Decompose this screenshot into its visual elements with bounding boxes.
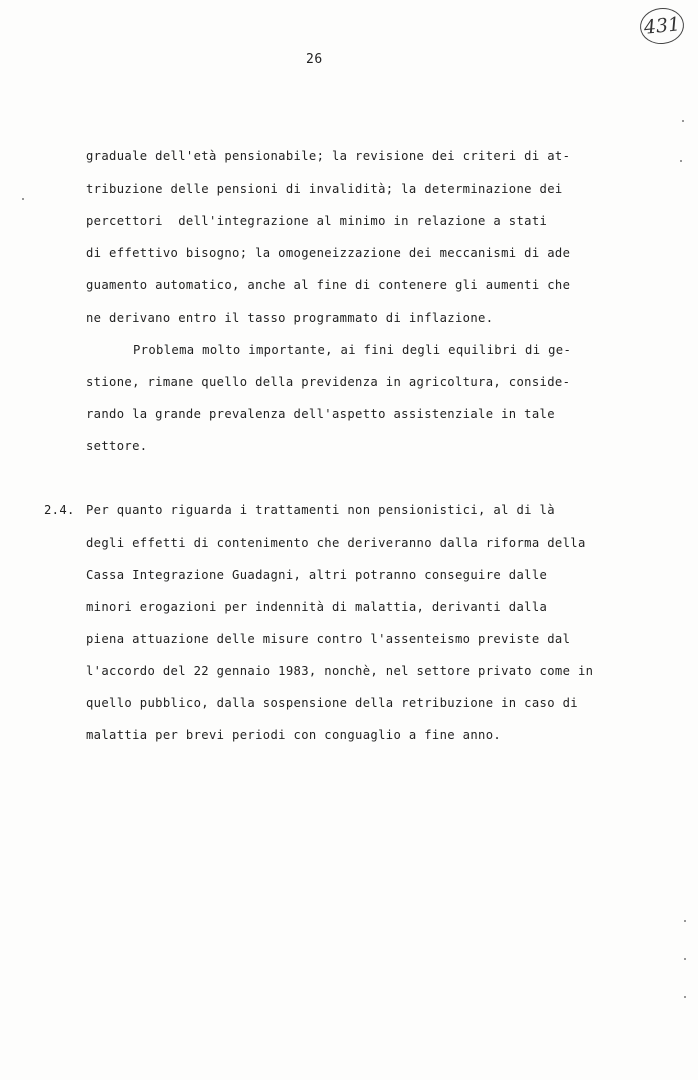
scan-speck [22,198,24,200]
paragraph-line: quello pubblico, dalla sospensione della retribuzione in caso di [86,696,578,710]
paragraph-line: degli effetti di contenimento che deriveranno dalla riforma della [86,536,586,550]
paragraph-line: tribuzione delle pensioni di invalidità; la determinazione dei [86,182,563,196]
paragraph-line: stione, rimane quello della previdenza in agricoltura, conside- [86,375,571,389]
paragraph-line: Cassa Integrazione Guadagni, altri potranno conseguire dalle [86,568,548,582]
scan-speck [682,120,684,122]
paragraph-line: guamento automatico, anche al fine di contenere gli aumenti che [86,278,571,292]
scan-speck [684,996,686,998]
scan-speck [684,958,686,960]
paragraph-line: ne derivano entro il tasso programmato di inflazione. [86,311,494,325]
paragraph-line: minori erogazioni per indennità di malattia, derivanti dalla [86,600,548,614]
paragraph-line: rando la grande prevalenza dell'aspetto assistenziale in tale [86,407,555,421]
section-number: 2.4. [44,503,75,517]
scan-speck [680,160,682,162]
paragraph-line: settore. [86,439,148,453]
paragraph-line: di effettivo bisogno; la omogeneizzazione dei meccanismi di ade [86,246,571,260]
scan-speck [684,920,686,922]
paragraph-line: Problema molto importante, ai fini degli equilibri di ge- [133,343,572,357]
page-number: 26 [306,52,323,67]
paragraph-line: percettori dell'integrazione al minimo in relazione a stati [86,214,548,228]
paragraph-line: graduale dell'età pensionabile; la revisione dei criteri di at- [86,149,571,163]
paragraph-line: piena attuazione delle misure contro l'assenteismo previste dal [86,632,571,646]
paragraph-line: malattia per brevi periodi con conguaglio a fine anno. [86,728,502,742]
paragraph-line: Per quanto riguarda i trattamenti non pensionistici, al di là [86,503,555,517]
handwritten-folio-number: 431 [638,6,686,46]
paragraph-line: l'accordo del 22 gennaio 1983, nonchè, nel settore privato come in [86,664,594,678]
